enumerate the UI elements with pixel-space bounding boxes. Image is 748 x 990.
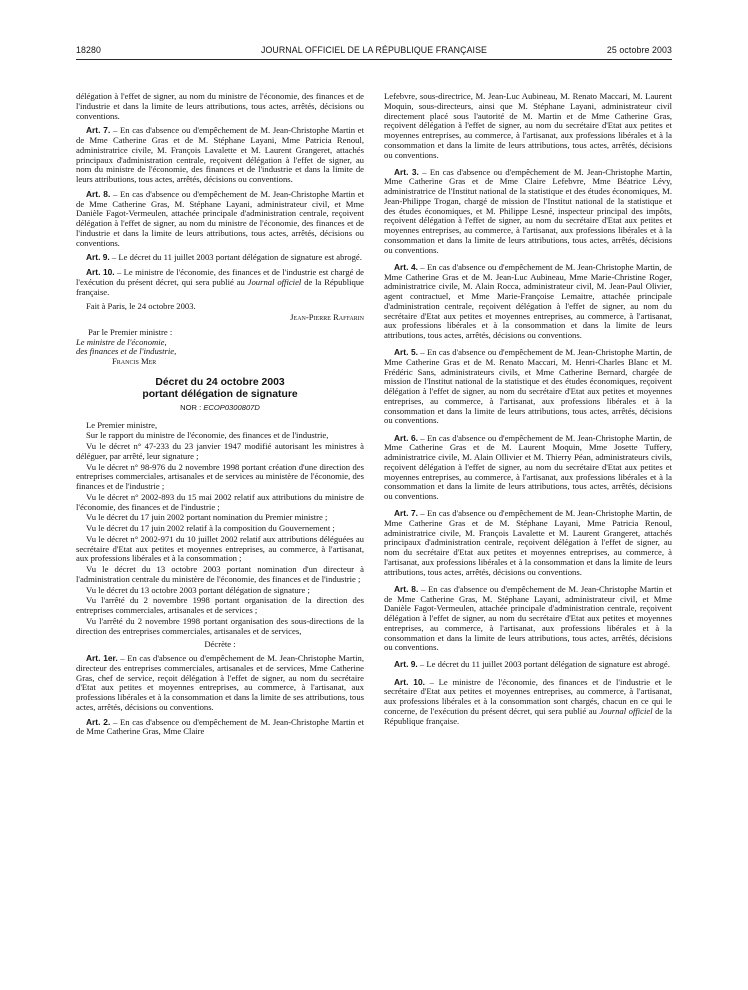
publication-date: 25 octobre 2003: [606, 45, 672, 55]
preamble-item: Vu le décret du 13 octobre 2003 portant nomination d'un directeur à l'administration centrale du ministère de l'économie, des finances et de l'industrie ;: [76, 564, 364, 584]
article-5: Art. 5. – En cas d'absence ou d'empêchement de M. Jean-Christophe Martin, de Mme Catherine Gras et de M. Renato Maccari, M. Henri-Charles Blanc et M. Frédéric Sans, administrateurs civils, et Mme Catherine Bernard, chargée de mission de l'Institut national de la statistique et des études économiques, reçoivent délégation à l'effet de signer, au nom du secrétaire d'Etat aux petites et moyennes entreprises, au commerce, à l'artisanat, aux professions libérales et à la consommation et dans la limite de leurs attributions, tous actes, arrêtés, décisions ou conventions.: [384, 347, 672, 426]
preamble-item: Vu l'arrêté du 2 novembre 1998 portant organisation de la direction des entreprises commerciales, artisanales et de services ;: [76, 595, 364, 615]
done-at: Fait à Paris, le 24 octobre 2003.: [86, 301, 196, 312]
right-column: [384, 92, 672, 734]
left-column: [76, 92, 364, 742]
preamble-item: Le Premier ministre,: [86, 419, 158, 430]
nor-reference: NOR : ECOP0300807D: [180, 402, 260, 412]
article-2-continuation: Lefebvre, sous-directrice, M. Jean-Luc Aubineau, M. Renato Maccari, M. Laurent Moquin, sous-directeurs, ainsi que M. Stéphane Layani, administrateur civil directement placé sous l'autorité de M. Martin et de Mme Catherine Gras, reçoivent délégation à l'effet de signer, au nom du secrétaire d'Etat aux petites et moyennes entreprises, au commerce, à l'artisanat, aux professions libérales et à la consommation et dans la limite de leurs attributions, tous actes, arrêtés, décisions ou conventions.: [384, 91, 672, 160]
article-10-first: Art. 10. – Le ministre de l'économie, des finances et de l'industrie est chargé de l'exécution du présent décret, qui sera publié au Journal officiel de la République française.: [76, 267, 364, 297]
article-4: Art. 4. – En cas d'absence ou d'empêchement de M. Jean-Christophe Martin, de Mme Catherine Gras et de M. Jean-Luc Aubineau, Mme Marie-Christine Roger, administratrice civile, M. Alain Rocca, administrateur civil, M. Jean-Paul Olivier, agent contractuel, et Mme Marie-Françoise Lemaitre, attachée principale d'administration centrale, reçoivent délégation à l'effet de signer, au nom du secrétaire d'Etat aux petites et moyennes entreprises, au commerce, à l'artisanat, aux professions libérales et à la consommation et dans la limite de leurs attributions, tous actes, arrêtés, décisions ou conventions.: [384, 261, 672, 341]
page-header: [76, 44, 672, 60]
article-8-first: Art. 8. – En cas d'absence ou d'empêchement de M. Jean-Christophe Martin et de Mme Catherine Gras, M. Stéphane Layani, administrateur civil, et Mme Danièle Fagot-Vermeulen, attachée principale d'administration centrale, reçoivent délégation à l'effet de signer, au nom du ministre de l'économie, des finances et de l'industrie et dans la limite de leurs attributions, tous actes, arrêtés, décisions ou conventions.: [76, 188, 364, 248]
preamble-item: Vu le décret n° 98-976 du 2 novembre 1998 portant création d'une direction des entreprises commerciales, artisanales et de services au ministère de l'économie, des finances et de l'industrie ;: [76, 461, 364, 491]
article-7: Art. 7. – En cas d'absence ou d'empêchement de M. Jean-Christophe Martin, de Mme Catherine Gras et de M. Stéphane Layani, Mme Patricia Renoul, administratrice civile, M. François Lavalette et M. Laurent Grangeret, attachés principaux d'administration centrale, reçoivent délégation à l'effet de signer, au nom du secrétaire d'Etat aux petites et moyennes entreprises, au commerce, à l'artisanat, aux professions libérales et à la consommation et dans la limite de leurs attributions, tous actes, arrêtés, décisions ou conventions.: [384, 508, 672, 577]
preamble-item: Vu le décret du 17 juin 2002 portant nomination du Premier ministre ;: [86, 512, 328, 523]
preamble-item: Vu le décret n° 47-233 du 23 janvier 1947 modifié autorisant les ministres à déléguer, par arrêté, leur signature ;: [76, 441, 364, 461]
article-8: Art. 8. – En cas d'absence ou d'empêchement de M. Jean-Christophe Martin et de Mme Catherine Gras, M. Stéphane Layani, administrateur civil, et Mme Danièle Fagot-Vermeulen, attachée principale d'administration centrale, reçoivent délégation à l'effet de signer, au nom du secrétaire d'Etat aux petites et moyennes entreprises, au commerce, à l'artisanat, aux professions libérales et à la consommation et dans la limite de leurs attributions, tous actes, arrêtés, décisions ou conventions.: [384, 583, 672, 653]
article-3: Art. 3. – En cas d'absence ou d'empêchement de M. Jean-Christophe Martin, Mme Catherine Gras et de Mme Claire Lefebvre, Mme Béatrice Lévy, administratrice de l'Institut national de la statistique et des études économiques, M. Jean-Philippe Trogan, chargé de mission de l'Institut national de la statistique et des études économiques, et M. Philippe Lesné, inspecteur principal des impôts, reçoivent délégation à l'effet de signer, au nom du secrétaire d'Etat aux petites et moyennes entreprises, au commerce, à l'artisanat, aux professions libérales et à la consommation et dans la limite de leurs attributions, tous actes, arrêtés, décisions ou conventions.: [384, 166, 672, 255]
article-10: Art. 10. – Le ministre de l'économie, des finances et de l'industrie et le secrétaire d'Etat aux petites et moyennes entreprises, au commerce, à l'artisanat, aux professions libérales et à la consommation sont chargés, chacun en ce qui le concerne, de l'exécution du présent décret, qui sera publié au Journal officiel de la République française.: [384, 676, 672, 726]
minister-line-1: Le ministre de l'économie,: [76, 336, 167, 347]
decrete-heading: Décrète :: [204, 639, 236, 650]
article-2-second: Art. 2. – En cas d'absence ou d'empêchement de M. Jean-Christophe Martin et de Mme Catherine Gras, Mme Claire: [76, 716, 364, 737]
article-9: Art. 9. – Le décret du 11 juillet 2003 portant délégation de signature est abrogé.: [394, 659, 670, 670]
preamble-item: Vu le décret du 17 juin 2002 relatif à la composition du Gouvernement ;: [86, 523, 335, 533]
journal-title: JOURNAL OFFICIEL DE LA RÉPUBLIQUE FRANÇAISE: [260, 45, 488, 55]
page-number: 18280: [76, 45, 101, 55]
preamble-item: Vu le décret n° 2002-971 du 10 juillet 2002 relatif aux attributions déléguées au secrétaire d'Etat aux petites et moyennes entreprises, au commerce, à l'artisanat, aux professions libérales et à la consommation ;: [76, 533, 364, 564]
intro-fragment: délégation à l'effet de signer, au nom du ministre de l'économie, des finances et de l'industrie et dans la limite de leurs attributions, tous actes, arrêtés, décisions ou conventions.: [76, 91, 364, 121]
par-le-premier-ministre: Par le Premier ministre :: [88, 326, 173, 337]
article-9-first: Art. 9. – Le décret du 11 juillet 2003 portant délégation de signature est abrogé.: [86, 252, 362, 263]
decree-title: Décret du 24 octobre 2003 portant délégation de signature: [142, 376, 298, 400]
preamble-item: Vu l'arrêté du 2 novembre 1998 portant organisation des sous-directions de la direction des entreprises commerciales, artisanales et de services,: [76, 615, 364, 636]
preamble-item: Vu le décret du 13 octobre 2003 portant délégation de signature ;: [86, 584, 310, 595]
article-6: Art. 6. – En cas d'absence ou d'empêchement de M. Jean-Christophe Martin, de Mme Catherine Gras et de M. Laurent Moquin, Mme Josette Tuffery, administratrice civile, M. Alain Ollivier et M. Thierry Péan, administrateurs civils, reçoivent délégation à l'effet de signer, au nom du secrétaire d'Etat aux petites et moyennes entreprises, au commerce, à l'artisanat, aux professions libérales et à la consommation et dans la limite de leurs attributions, tous actes, arrêtés, décisions ou conventions.: [384, 432, 672, 502]
article-1-second: Art. 1er. – En cas d'absence ou d'empêchement de M. Jean-Christophe Martin, directeur des entreprises commerciales, artisanales et de services, Mme Catherine Gras, chef de service, reçoit délégation à l'effet de signer, au nom du secrétaire d'Etat aux petites et moyennes entreprises, au commerce, à l'artisanat, aux professions libérales et à la consommation et dans la limite de ses attributions, tous actes, arrêtés, décisions ou conventions.: [76, 653, 364, 712]
preamble-item: Vu le décret n° 2002-893 du 15 mai 2002 relatif aux attributions du ministre de l'économie, des finances et de l'industrie ;: [76, 491, 364, 512]
minister-signatory: Francis Mer: [112, 356, 157, 366]
article-7-first: Art. 7. – En cas d'absence ou d'empêchement de M. Jean-Christophe Martin et de Mme Catherine Gras et de M. Stéphane Layani, Mme Patricia Renoul, administratrice civile, M. François Lavalette et M. Laurent Grangeret, attachés principaux d'administration centrale, reçoivent délégation à l'effet de signer, au nom du ministre de l'économie, des finances et de l'industrie et dans la limite de leurs attributions, tous actes, arrêtés, décisions ou conventions.: [76, 125, 364, 184]
header-rule: [76, 59, 672, 60]
signatory: Jean-Pierre Raffarin: [290, 312, 364, 322]
minister-line-2: des finances et de l'industrie,: [76, 346, 177, 357]
preamble-item: Sur le rapport du ministre de l'économie, des finances et de l'industrie,: [86, 430, 329, 441]
